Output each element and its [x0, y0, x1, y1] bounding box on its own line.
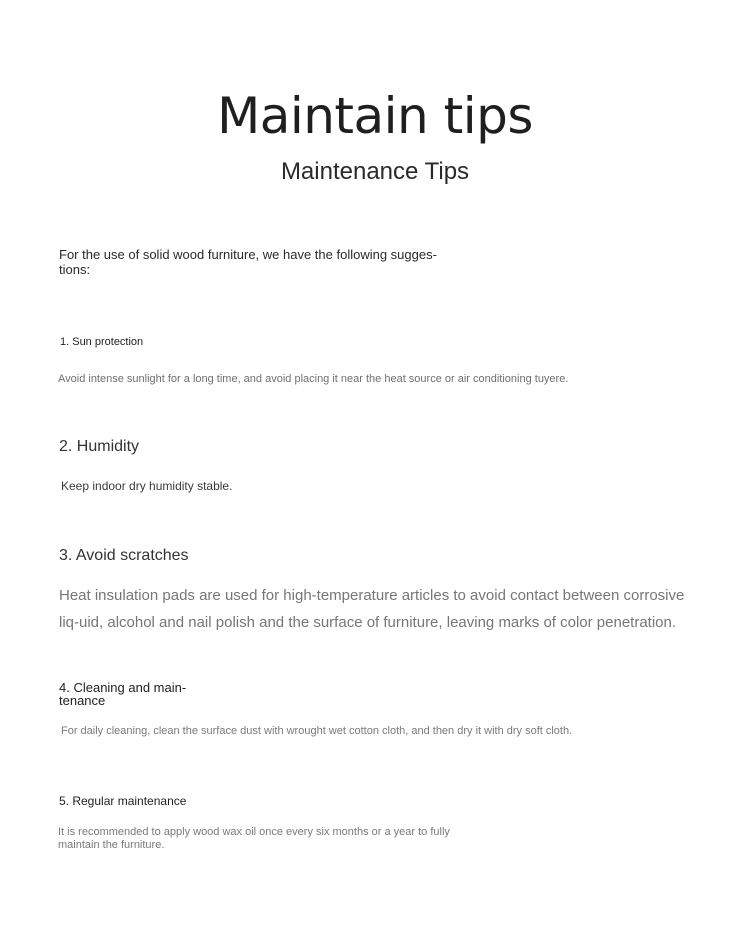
tip-1-text: Avoid intense sunlight for a long time, and avoid placing it near the heat source or air conditioning tuyere. — [58, 373, 569, 385]
page-subtitle: Maintenance Tips — [280, 158, 470, 185]
tip-3-text: Heat insulation pads are used for high-temperature articles to avoid contact between corrosive liq-uid, alcohol and nail polish and the surface of furniture, leaving marks of color penetration. — [59, 587, 685, 631]
tip-4-heading: 4. Cleaning and main-tenance — [59, 680, 187, 708]
tip-4-text: For daily cleaning, clean the surface dust with wrought wet cotton cloth, and then dry it with dry soft cloth. — [61, 725, 573, 737]
tip-1-heading: 1. Sun protection — [60, 336, 144, 348]
tip-3-heading: 3. Avoid scratches — [59, 547, 189, 564]
tip-2-heading: 2. Humidity — [59, 438, 140, 455]
tip-2-text: Keep indoor dry humidity stable. — [61, 479, 233, 493]
intro-text: For the use of solid wood furniture, we have the following sugges-tions: — [59, 247, 437, 277]
page-title: Maintain tips — [217, 87, 533, 145]
tip-5-text: It is recommended to apply wood wax oil once every six months or a year to fully maintain the furniture. — [58, 826, 450, 851]
tip-5-heading: 5. Regular maintenance — [59, 794, 187, 808]
